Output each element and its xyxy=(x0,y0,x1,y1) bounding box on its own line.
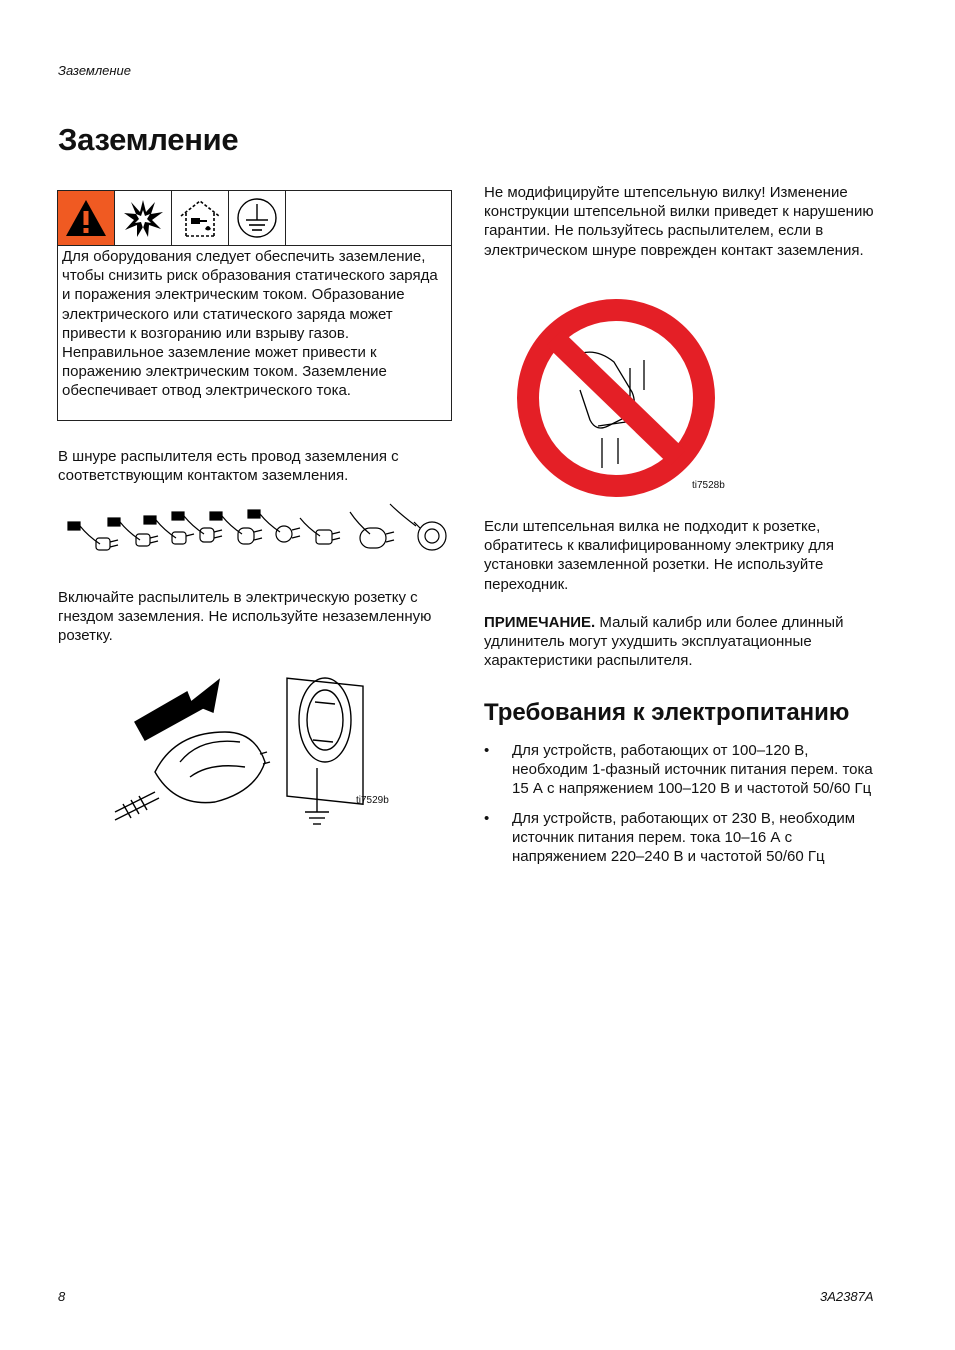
warning-triangle-icon xyxy=(58,191,115,245)
ground-symbol-icon xyxy=(229,191,286,245)
section-title-power: Требования к электропитанию xyxy=(484,699,850,726)
grounded-socket-figure xyxy=(95,652,375,842)
warning-box xyxy=(57,190,452,421)
page-title: Заземление xyxy=(58,122,239,157)
plug-type-7 xyxy=(300,518,340,544)
list-item-text: Для устройств, работающих от 100–120 В, необходим 1-фазный источник питания перем. тока 15 А с напряжением 100–120 В и частотой 50/60 Гц xyxy=(512,742,873,798)
no-adapter-figure xyxy=(514,298,718,498)
note-label: ПРИМЕЧАНИЕ. xyxy=(484,614,596,631)
bullet-marker: • xyxy=(484,742,490,759)
paragraph-cord-ground: В шнуре распылителя есть провод заземления с соответствующим контактом заземления. xyxy=(58,448,399,485)
paragraph-no-modify: Не модифицируйте штепсельную вилку! Изменение конструкции штепсельной вилки приведет к нарушению гарантии. Не пользуйтесь распылителем, если в электрическом шнуре поврежден контакт заземления. xyxy=(484,184,874,259)
figure-caption-socket: ti7529b xyxy=(356,795,389,806)
cord xyxy=(115,792,159,820)
warning-text: Для оборудования следует обеспечить заземление, чтобы снизить риск образования статического заряда и поражения электрическим током. Образование электрического или статического заряда может привести к возгоранию или взрыву газов. Неправильное заземление может привести к поражению электрическим током. Заземление обеспечивает отвод электрического тока. xyxy=(62,248,438,400)
figure-caption-noplug: ti7528b xyxy=(692,480,725,491)
list-item-text: Для устройств, работающих от 230 В, необходим источник питания перем. тока 10–16 А с напряжением 220–240 В и частотой 50/60 Гц xyxy=(512,809,856,866)
plug-type-9 xyxy=(390,504,446,550)
plug-type-6 xyxy=(248,510,300,542)
document-id: 3A2387A xyxy=(820,1289,874,1304)
plug-type-8 xyxy=(350,512,394,548)
note-paragraph xyxy=(484,613,884,671)
list-item xyxy=(484,809,884,867)
fire-hazard-icon xyxy=(172,191,229,245)
power-requirements-list xyxy=(484,741,884,876)
running-head: Заземление xyxy=(58,63,131,78)
prohibition-bar xyxy=(554,338,678,458)
warning-icons-row xyxy=(58,191,451,246)
bullet-marker: • xyxy=(484,809,490,827)
paragraph-electrician: Если штепсельная вилка не подходит к розетке, обратитесь к квалифицированному электрику для установки заземленной розетки. Не используйте переходник. xyxy=(484,518,834,593)
insertion-arrow xyxy=(135,680,219,740)
note-text: Малый калибр или более длинный удлинитель могут ухудшить эксплуатационные характеристики распылителя. xyxy=(484,614,844,670)
list-item xyxy=(484,741,884,799)
plug-type-3 xyxy=(144,516,194,544)
paragraph-outlet: Включайте распылитель в электрическую розетку с гнездом заземления. Не используйте незаземленную розетку. xyxy=(58,589,432,645)
page-number: 8 xyxy=(58,1289,66,1304)
explosion-icon xyxy=(115,191,172,245)
plug-types-figure xyxy=(60,500,455,568)
